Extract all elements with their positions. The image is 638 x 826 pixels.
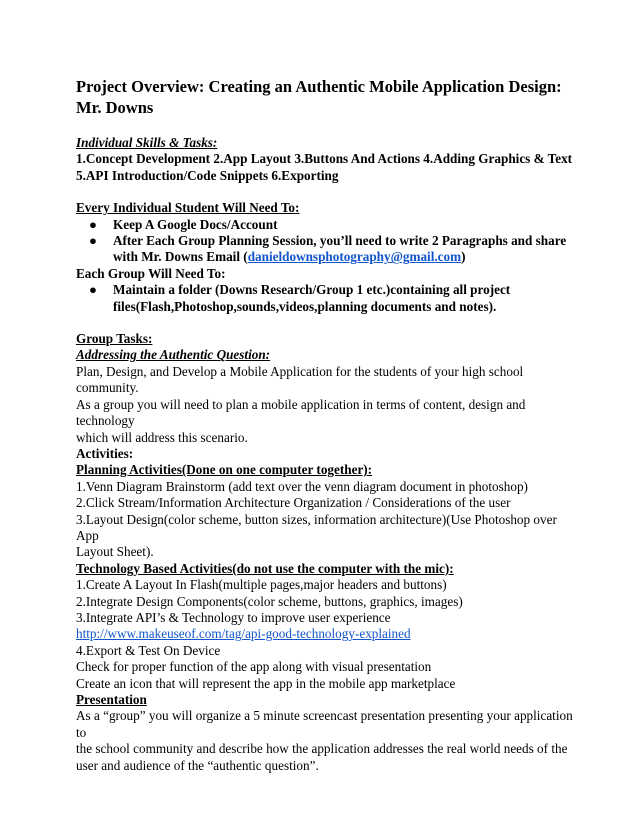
planning-item-3-line-2: Layout Sheet). — [76, 544, 154, 560]
student-need-2-suffix: ) — [461, 249, 466, 265]
presentation-line-1: As a “group” you will organize a 5 minute screencast presentation presenting your application to — [76, 708, 573, 740]
tech-icon-line: Create an icon that will represent the app in the mobile app marketplace — [76, 675, 456, 691]
page-title — [76, 76, 578, 118]
bullet-icon: ● — [89, 233, 97, 249]
list-item — [76, 282, 578, 315]
student-need-2-line-1: After Each Group Planning Session, you’ll need to write 2 Paragraphs and share — [113, 233, 567, 249]
skills-line-1: 1.Concept Development 2.App Layout 3.Buttons And Actions 4.Adding Graphics & Text — [76, 151, 573, 167]
list-item — [76, 217, 578, 233]
bullet-icon: ● — [89, 216, 97, 232]
presentation-heading: Presentation — [76, 692, 147, 707]
title-line-1: Project Overview: Creating an Authentic Mobile Application Design: — [76, 77, 562, 96]
tech-check-line: Check for proper function of the app along with visual presentation — [76, 659, 432, 675]
group-tasks-heading: Group Tasks: — [76, 331, 153, 347]
title-line-2: Mr. Downs — [76, 98, 154, 117]
technology-heading: Technology Based Activities(do not use the computer with the mic): — [76, 560, 454, 576]
skills-line-2: 5.API Introduction/Code Snippets 6.Exporting — [76, 167, 339, 183]
skills-heading: Individual Skills & Tasks: — [76, 135, 218, 150]
paragraph-2-line-1: As a group you will need to plan a mobile application in terms of content, design and technology — [76, 396, 526, 429]
group-needs-list — [76, 282, 578, 315]
group-need-1-line-2: files(Flash,Photoshop,sounds,videos,planning documents and notes). — [113, 298, 497, 314]
student-need-2-prefix: with Mr. Downs Email ( — [113, 249, 248, 265]
student-needs-section — [76, 200, 578, 315]
tech-item-2: 2.Integrate Design Components(color scheme, buttons, graphics, images) — [76, 593, 463, 609]
tech-item-1: 1.Create A Layout In Flash(multiple pages,major headers and buttons) — [76, 577, 447, 593]
student-needs-heading: Every Individual Student Will Need To: — [76, 200, 300, 216]
activities-label: Activities: — [76, 445, 134, 461]
email-link[interactable]: danieldownsphotography@gmail.com — [247, 249, 462, 265]
authentic-question-heading: Addressing the Authentic Question: — [76, 347, 271, 363]
planning-heading: Planning Activities(Done on one computer together): — [76, 462, 373, 478]
presentation-line-2: the school community and describe how the application addresses the real world needs of the — [76, 741, 568, 757]
api-article-link[interactable]: http://www.makeuseof.com/tag/api-good-technology-explained — [76, 626, 411, 642]
list-item — [76, 233, 578, 266]
bullet-icon: ● — [89, 282, 97, 298]
planning-item-3-line-1: 3.Layout Design(color scheme, button sizes, information architecture)(Use Photoshop over App — [76, 511, 557, 543]
group-need-1-line-1: Maintain a folder (Downs Research/Group 1 etc.)containing all project — [113, 282, 511, 298]
student-need-1: Keep A Google Docs/Account — [113, 216, 278, 232]
paragraph-1-line-2: community. — [76, 380, 139, 396]
planning-item-2: 2.Click Stream/Information Architecture Organization / Considerations of the user — [76, 495, 511, 511]
tech-item-4: 4.Export & Test On Device — [76, 642, 221, 658]
group-tasks-section — [76, 331, 578, 774]
student-needs-list — [76, 217, 578, 266]
planning-item-1: 1.Venn Diagram Brainstorm (add text over the venn diagram document in photoshop) — [76, 478, 528, 494]
presentation-line-3: user and audience of the “authentic question”. — [76, 757, 319, 773]
group-needs-heading: Each Group Will Need To: — [76, 265, 226, 281]
paragraph-2-line-2: which will address this scenario. — [76, 429, 248, 445]
tech-item-3: 3.Integrate API’s & Technology to improve user experience — [76, 609, 391, 625]
paragraph-1-line-1: Plan, Design, and Develop a Mobile Application for the students of your high school — [76, 363, 524, 379]
skills-section — [76, 135, 578, 184]
